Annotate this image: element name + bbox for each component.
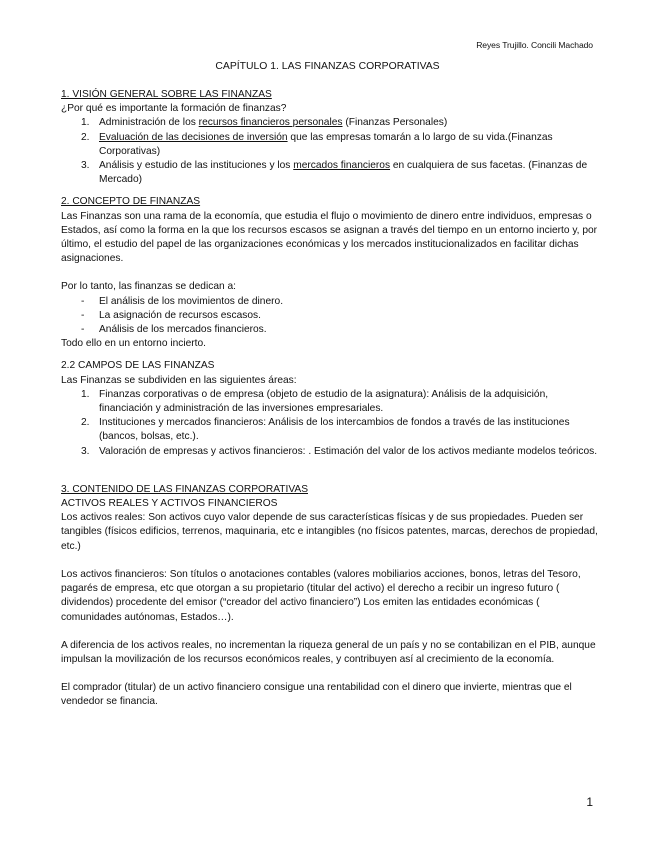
list-marker: 3. bbox=[81, 445, 90, 457]
list-marker: 2. bbox=[81, 417, 90, 429]
list-item: 3. Valoración de empresas y activos financieros: . Estimación del valor de los activos mediante modelos teóricos. bbox=[81, 445, 601, 459]
list-marker: - bbox=[81, 295, 85, 307]
section-2-2-intro: Las Finanzas se subdividen en las siguientes áreas: bbox=[61, 374, 297, 386]
section-3-paragraph-buyer: El comprador (titular) de un activo financiero consigue una rentabilidad con el dinero que invierte, mientras que el vendedor se financia. bbox=[61, 682, 572, 708]
list-marker: 1. bbox=[81, 117, 90, 129]
section-2-closing: Todo ello en un entorno incierto. bbox=[61, 338, 206, 350]
list-item: 2. Instituciones y mercados financieros: Análisis de los intercambios de fondos a través de las instituciones (bancos, bolsas, etc.). bbox=[81, 416, 601, 444]
document-body bbox=[61, 88, 601, 710]
section-1-heading: 1. VISIÓN GENERAL SOBRE LAS FINANZAS bbox=[61, 89, 272, 100]
list-item: - Análisis de los mercados financieros. bbox=[81, 323, 601, 337]
underlined-term: recursos financieros personales bbox=[198, 117, 343, 129]
list-marker: 3. bbox=[81, 160, 90, 172]
list-marker: - bbox=[81, 324, 85, 336]
section-2-2-list bbox=[61, 388, 601, 459]
section-2-paragraph: Las Finanzas son una rama de la economía, que estudia el flujo o movimiento de dinero entre individuos, empresas o Estados, así como la forma en la que los recursos escasos se asignan a través del tiempo en un entorno incierto y, por último, el estudio del papel de las organizaciones económicas y los mercados institucionalizados en facilitar dichas asignaciones. bbox=[61, 210, 598, 265]
page-number: 1 bbox=[586, 795, 593, 809]
section-3-paragraph-difference: A diferencia de los activos reales, no incrementan la riqueza general de un país y no se contabilizan en el PIB, aunque impulsan la movilización de los recursos económicos reales, y contribuyen así al crecimiento de la economía. bbox=[61, 639, 596, 665]
section-1-list bbox=[61, 116, 601, 187]
chapter-title: CAPÍTULO 1. LAS FINANZAS CORPORATIVAS bbox=[215, 61, 440, 72]
section-1-question: ¿Por qué es importante la formación de finanzas? bbox=[61, 103, 287, 115]
list-item: - El análisis de los movimientos de dinero. bbox=[81, 295, 601, 309]
list-item: 2. Evaluación de las decisiones de inversión que las empresas tomarán a lo largo de su vida.(Finanzas Corporativas) bbox=[81, 131, 601, 159]
section-2-2-heading: 2.2 CAMPOS DE LAS FINANZAS bbox=[61, 360, 215, 372]
underlined-term: mercados financieros bbox=[293, 160, 391, 172]
section-3-paragraph-real-assets: Los activos reales: Son activos cuyo valor depende de sus características físicas y de sus propiedades. Pueden ser tangibles (físicos edificios, terrenos, maquinaria, etc e intangibles (no físicos patentes, marcas, derechos de propiedad, etc.) bbox=[61, 512, 598, 552]
section-2-intro: Por lo tanto, las finanzas se dedican a: bbox=[61, 281, 236, 293]
list-marker: - bbox=[81, 309, 85, 321]
list-item: 1. Finanzas corporativas o de empresa (objeto de estudio de la asignatura): Análisis de la adquisición, financiación y administración de las inversiones empresariales. bbox=[81, 388, 601, 416]
list-item: 1. Administración de los recursos financieros personales (Finanzas Personales) bbox=[81, 116, 601, 130]
section-3-subheading: ACTIVOS REALES Y ACTIVOS FINANCIEROS bbox=[61, 498, 278, 510]
section-3-paragraph-financial-assets: Los activos financieros: Son títulos o anotaciones contables (valores mobiliarios acciones, bonos, letras del Tesoro, pagarés de empresa, etc que otorgan a su propietario (titular del activo) el derecho a recibir un ingreso futuro ( dividendos) procedente del emisor (“creador del activo financiero”) Los emiten las entidades económicas ( comunidades autónomas, Estados…). bbox=[61, 568, 581, 623]
list-item: - La asignación de recursos escasos. bbox=[81, 309, 601, 323]
list-marker: 1. bbox=[81, 388, 90, 400]
list-marker: 2. bbox=[81, 131, 90, 143]
underlined-term: Evaluación de las decisiones de inversión bbox=[99, 131, 288, 143]
header-author: Reyes Trujillo. Concili Machado bbox=[476, 40, 593, 50]
section-2-list bbox=[61, 295, 601, 338]
list-item: 3. Análisis y estudio de las instituciones y los mercados financieros en cualquiera de sus facetas. (Finanzas de Mercado) bbox=[81, 159, 601, 187]
section-3-heading: 3. CONTENIDO DE LAS FINANZAS CORPORATIVAS bbox=[61, 483, 308, 495]
section-2-heading: 2. CONCEPTO DE FINANZAS bbox=[61, 196, 201, 208]
